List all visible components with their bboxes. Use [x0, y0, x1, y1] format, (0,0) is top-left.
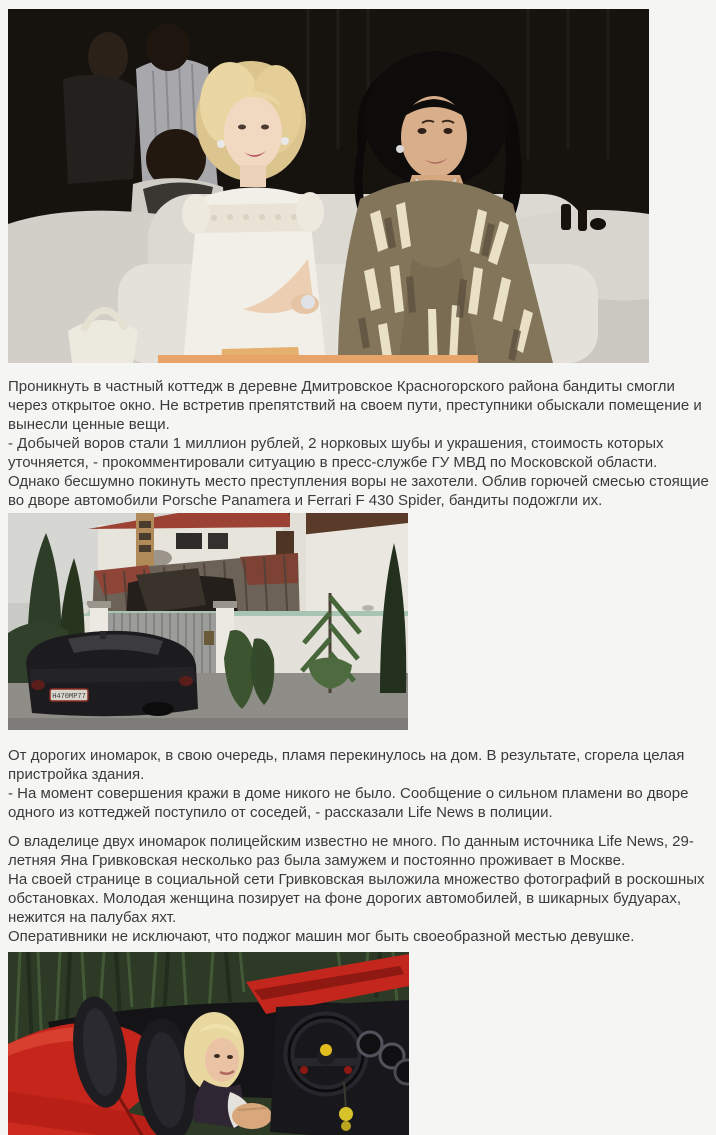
- photo-red-ferrari-graphic: [8, 952, 409, 1135]
- paragraph: - Добычей воров стали 1 миллион рублей, 2 норковых шубы и украшения, стоимость которых уточняется, - прокомментировали ситуацию в пресс-службе ГУ МВД по Московской области.: [8, 435, 664, 471]
- paragraph: Оперативники не исключают, что поджог машин мог быть своеобразной местью девушке.: [8, 928, 635, 945]
- photo-burnt-cottage: [8, 513, 408, 730]
- paragraph: Проникнуть в частный коттедж в деревне Дмитровское Красногорского района бандиты смогли через открытое окно. Не встретив препятствий на своем пути, преступники обыскали помещение и вынесли ценные вещи.: [8, 378, 702, 433]
- photo-red-ferrari: [8, 952, 409, 1135]
- photo-two-women-couch-graphic: [8, 9, 649, 363]
- paragraph: На своей странице в социальной сети Гривковская выложила множество фотографий в роскошных обстановках. Молодая женщина позирует на фоне дорогих автомобилей, в шикарных будуарах, нежится на палубах яхт.: [8, 871, 705, 926]
- article-paragraph-block-3: [8, 832, 710, 946]
- paragraph: Однако бесшумно покинуть место преступления воры не захотели. Облив горючей смесью стоящие во дворе автомобили Porsche Panamera и Ferrari F 430 Spider, бандиты подожгли их.: [8, 473, 709, 509]
- license-plate-text: Н470МР77: [52, 693, 86, 701]
- black-sedan: [26, 631, 198, 716]
- steering-wheel-dashboard: [270, 1000, 409, 1135]
- photo-two-women-couch: [8, 9, 649, 363]
- paragraph: О владелице двух иномарок полицейским известно не много. По данным источника Life News, 29-летняя Яна Гривковская несколько раз была замужем и постоянно проживает в Москве.: [8, 833, 694, 869]
- paragraph: От дорогих иномарок, в свою очередь, пламя перекинулось на дом. В результате, сгорела целая пристройка здания.: [8, 747, 685, 783]
- article-paragraph-block-1: [8, 377, 710, 510]
- photo-burnt-cottage-graphic: [8, 513, 408, 730]
- article-paragraph-block-2: [8, 746, 710, 822]
- paragraph: - На момент совершения кражи в доме никого не было. Сообщение о сильном пламени во дворе одного из коттеджей поступило от соседей, - рассказали Life News в полиции.: [8, 785, 689, 821]
